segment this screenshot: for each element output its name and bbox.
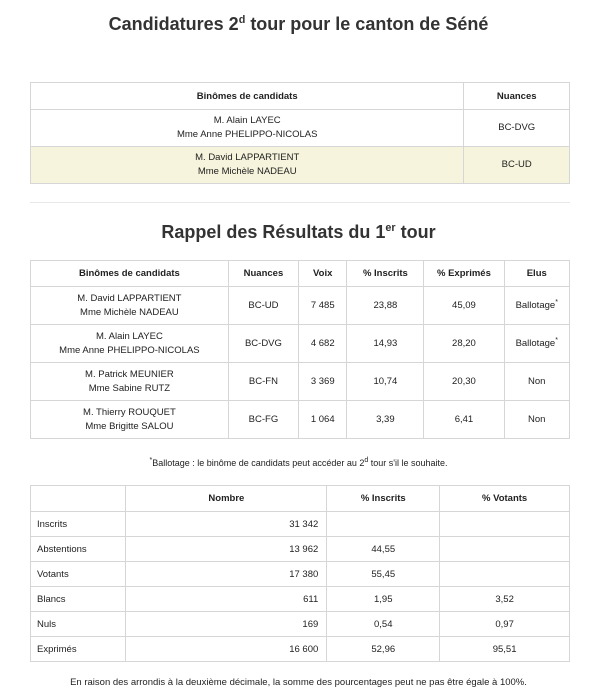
ballotage-footnote <box>0 458 597 468</box>
column-header: % Inscrits <box>327 486 440 512</box>
votants-cell: 95,51 <box>440 637 570 662</box>
row-label: Blancs <box>31 587 126 612</box>
column-header: Nuances <box>464 83 570 110</box>
column-header: % Inscrits <box>347 261 424 287</box>
inscrits-cell <box>327 512 440 537</box>
inscrits-cell: 14,93 <box>347 325 424 363</box>
footnote-text: Ballotage : le binôme de candidats peut accéder au 2 <box>152 458 365 468</box>
page-title <box>0 14 597 35</box>
candidate-name: M. David LAPPARTIENT <box>195 152 300 163</box>
nombre-cell: 13 962 <box>126 537 327 562</box>
table-row <box>31 587 570 612</box>
exprimes-cell: 20,30 <box>424 363 504 401</box>
candidate-name: M. Thierry ROUQUET <box>83 406 176 418</box>
candidate-name: M. Patrick MEUNIER <box>85 368 174 380</box>
exprimes-cell: 6,41 <box>424 401 504 439</box>
table-row <box>31 637 570 662</box>
footnote-marker: * <box>149 457 153 464</box>
divider <box>30 202 570 203</box>
candidate-name: M. Alain LAYEC <box>213 115 281 126</box>
inscrits-cell: 1,95 <box>327 587 440 612</box>
inscrits-cell: 23,88 <box>347 287 424 325</box>
elus-cell <box>504 287 570 325</box>
voix-cell: 7 485 <box>299 287 347 325</box>
voix-cell: 3 369 <box>299 363 347 401</box>
votants-cell <box>440 512 570 537</box>
row-label: Nuls <box>31 612 126 637</box>
voix-cell: 4 682 <box>299 325 347 363</box>
candidate-pair-cell <box>31 325 229 363</box>
candidate-pair-cell <box>31 287 229 325</box>
column-header: Voix <box>299 261 347 287</box>
footnote-sup: d <box>364 457 369 464</box>
table-header-row <box>31 486 570 512</box>
elus-cell: Non <box>504 401 570 439</box>
first-round-results-table <box>30 260 570 439</box>
nuance-cell: BC-DVG <box>228 325 298 363</box>
exprimes-cell: 45,09 <box>424 287 504 325</box>
exprimes-cell: 28,20 <box>424 325 504 363</box>
table-row <box>31 325 570 363</box>
table-row-highlighted <box>31 147 570 184</box>
nombre-cell: 169 <box>126 612 327 637</box>
nombre-cell: 16 600 <box>126 637 327 662</box>
title-text: Candidatures 2 <box>108 14 239 34</box>
inscrits-cell: 3,39 <box>347 401 424 439</box>
table-row <box>31 287 570 325</box>
footnote-marker: * <box>555 336 558 344</box>
column-header: Nombre <box>126 486 327 512</box>
votants-cell: 3,52 <box>440 587 570 612</box>
title-text-rest: tour <box>395 222 436 242</box>
row-label: Votants <box>31 562 126 587</box>
footnote-marker: * <box>555 298 558 306</box>
section-title <box>0 222 597 243</box>
inscrits-cell: 10,74 <box>347 363 424 401</box>
table-row <box>31 110 570 147</box>
candidate-name: Mme Sabine RUTZ <box>88 382 171 394</box>
candidate-pair-cell <box>31 363 229 401</box>
inscrits-cell: 0,54 <box>327 612 440 637</box>
column-header: Elus <box>504 261 570 287</box>
candidate-name: Mme Brigitte SALOU <box>85 420 174 432</box>
row-label: Inscrits <box>31 512 126 537</box>
column-header-empty <box>31 486 126 512</box>
nuance-cell: BC-UD <box>228 287 298 325</box>
candidate-name: M. Alain LAYEC <box>95 330 163 342</box>
nuance-cell: BC-UD <box>464 147 570 184</box>
elus-value: Ballotage <box>515 299 556 311</box>
column-header: % Exprimés <box>424 261 504 287</box>
column-header: Nuances <box>228 261 298 287</box>
table-header-row <box>31 261 570 287</box>
column-header: Binômes de candidats <box>31 261 229 287</box>
column-header: Binômes de candidats <box>31 83 464 110</box>
table-row <box>31 512 570 537</box>
voix-cell: 1 064 <box>299 401 347 439</box>
title-text-rest: tour pour le canton de Séné <box>245 14 489 34</box>
title-sup: d <box>238 14 246 26</box>
nombre-cell: 17 380 <box>126 562 327 587</box>
row-label: Exprimés <box>31 637 126 662</box>
candidate-name: Mme Michèle NADEAU <box>80 306 179 318</box>
votants-cell <box>440 537 570 562</box>
title-sup: er <box>385 222 396 234</box>
nuance-cell: BC-DVG <box>464 110 570 147</box>
row-label: Abstentions <box>31 537 126 562</box>
inscrits-cell: 52,96 <box>327 637 440 662</box>
table-row <box>31 562 570 587</box>
elus-cell <box>504 325 570 363</box>
table-row <box>31 401 570 439</box>
candidate-name: Mme Anne PHELIPPO-NICOLAS <box>59 344 200 356</box>
participation-table <box>30 485 570 662</box>
elus-value: Ballotage <box>515 337 556 349</box>
candidate-pair-cell <box>31 401 229 439</box>
nuance-cell: BC-FG <box>228 401 298 439</box>
table-header-row <box>31 83 570 110</box>
table-row <box>31 612 570 637</box>
table-row <box>31 363 570 401</box>
nombre-cell: 31 342 <box>126 512 327 537</box>
candidate-name: Mme Anne PHELIPPO-NICOLAS <box>176 129 318 140</box>
inscrits-cell: 44,55 <box>327 537 440 562</box>
rounding-note: En raison des arrondis à la deuxième décimale, la somme des pourcentages peut ne pas être égale à 100%. <box>70 677 527 688</box>
votants-cell <box>440 562 570 587</box>
votants-cell: 0,97 <box>440 612 570 637</box>
footnote-text-rest: tour s'il le souhaite. <box>368 458 448 468</box>
candidate-pair-cell <box>31 110 464 147</box>
title-text: Rappel des Résultats du 1 <box>161 222 386 242</box>
elus-cell: Non <box>504 363 570 401</box>
candidate-name: M. David LAPPARTIENT <box>77 292 182 304</box>
candidate-pair-cell <box>31 147 464 184</box>
column-header: % Votants <box>440 486 570 512</box>
inscrits-cell: 55,45 <box>327 562 440 587</box>
nombre-cell: 611 <box>126 587 327 612</box>
candidate-name: Mme Michèle NADEAU <box>197 166 297 177</box>
table-row <box>31 537 570 562</box>
nuance-cell: BC-FN <box>228 363 298 401</box>
candidates-second-round-table <box>30 82 570 184</box>
